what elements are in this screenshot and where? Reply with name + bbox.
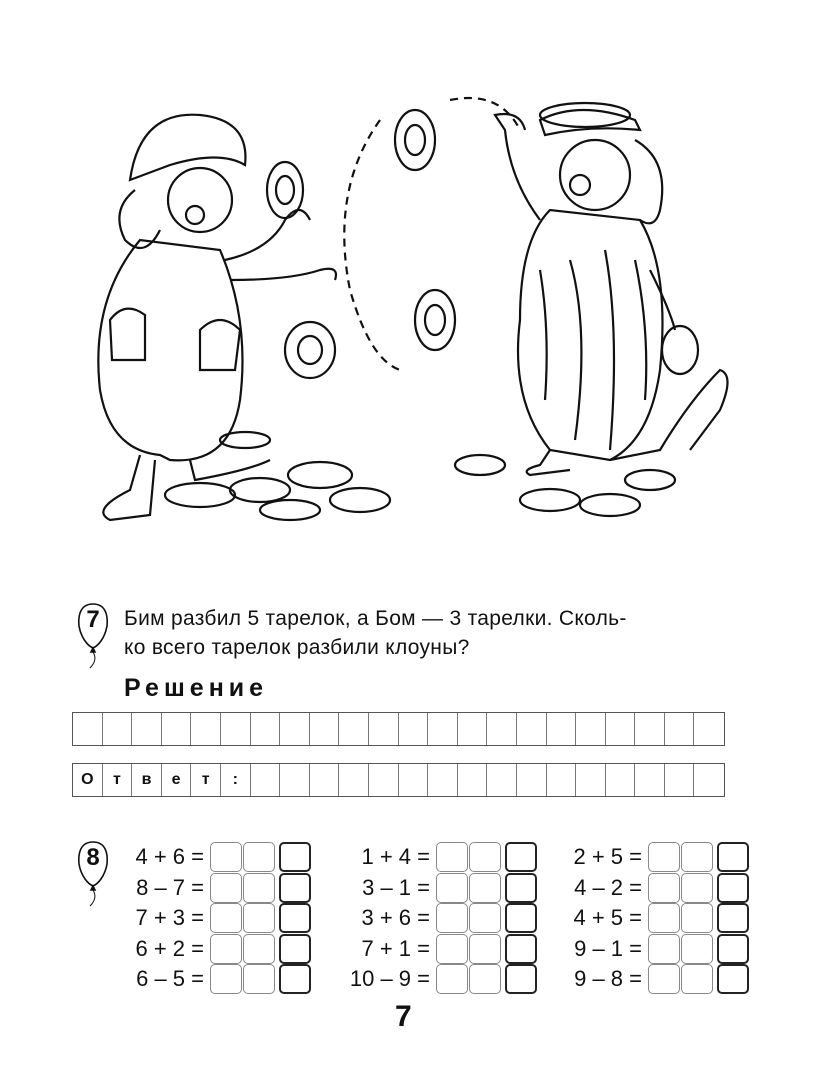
example-row	[330, 842, 538, 873]
grid-cell[interactable]	[458, 764, 488, 796]
answer-box-result[interactable]	[505, 934, 537, 964]
broken-plates	[165, 432, 675, 520]
grid-cell[interactable]	[399, 713, 429, 745]
answer-box-ones[interactable]	[469, 842, 501, 872]
answer-box-tens[interactable]	[210, 934, 242, 964]
grid-cell[interactable]	[635, 764, 665, 796]
example-row	[550, 964, 750, 995]
answer-box-tens[interactable]	[648, 903, 680, 933]
answer-box-result[interactable]	[279, 903, 311, 933]
example-row	[112, 842, 312, 873]
answer-box-tens[interactable]	[436, 903, 468, 933]
answer-box-tens[interactable]	[648, 842, 680, 872]
examples-column-3	[550, 842, 750, 995]
example-row	[550, 873, 750, 904]
example-expression: 9 – 1 =	[574, 935, 642, 961]
answer-box-ones[interactable]	[243, 873, 275, 903]
answer-box-tens[interactable]	[648, 964, 680, 994]
grid-cell[interactable]	[280, 764, 310, 796]
grid-cell[interactable]	[310, 764, 340, 796]
example-expression: 3 + 6 =	[361, 905, 430, 931]
answer-box-ones[interactable]	[243, 934, 275, 964]
grid-cell[interactable]	[132, 713, 162, 745]
answer-box-result[interactable]	[717, 873, 749, 903]
answer-box-result[interactable]	[279, 964, 311, 994]
flying-plates	[267, 98, 520, 378]
grid-cell[interactable]	[399, 764, 429, 796]
example-row	[112, 934, 312, 965]
answer-label-letter: в	[132, 764, 162, 796]
example-expression: 7 + 3 =	[135, 905, 204, 931]
example-expression: 6 – 5 =	[136, 966, 204, 992]
grid-cell[interactable]	[547, 713, 577, 745]
grid-cell[interactable]	[221, 713, 251, 745]
grid-cell[interactable]	[517, 713, 547, 745]
example-row	[330, 934, 538, 965]
grid-cell[interactable]	[369, 713, 399, 745]
example-row	[112, 903, 312, 934]
grid-cell[interactable]	[665, 713, 695, 745]
grid-cell[interactable]	[665, 764, 695, 796]
examples-column-2	[330, 842, 538, 995]
grid-cell[interactable]	[103, 713, 133, 745]
example-expression: 4 + 5 =	[573, 905, 642, 931]
examples-column-1	[112, 842, 312, 995]
answer-box-ones[interactable]	[681, 934, 713, 964]
grid-cell[interactable]	[606, 764, 636, 796]
task-number: 8	[86, 844, 100, 871]
answer-box-ones[interactable]	[469, 934, 501, 964]
answer-label-letter: т	[103, 764, 133, 796]
task-8-number-balloon	[76, 840, 110, 884]
answer-box-tens[interactable]	[210, 842, 242, 872]
example-row	[112, 964, 312, 995]
answer-box-result[interactable]	[717, 903, 749, 933]
answer-box-ones[interactable]	[469, 903, 501, 933]
answer-box-ones[interactable]	[681, 964, 713, 994]
answer-box-tens[interactable]	[210, 964, 242, 994]
grid-cell[interactable]	[251, 713, 281, 745]
grid-cell[interactable]	[310, 713, 340, 745]
answer-box-result[interactable]	[717, 964, 749, 994]
grid-cell[interactable]	[487, 713, 517, 745]
grid-cell[interactable]	[428, 764, 458, 796]
answer-box-ones[interactable]	[243, 903, 275, 933]
example-expression: 1 + 4 =	[361, 844, 430, 870]
task-7-text	[124, 604, 764, 662]
answer-label-letter: т	[191, 764, 221, 796]
example-row	[550, 903, 750, 934]
grid-cell[interactable]	[339, 713, 369, 745]
example-expression: 9 – 8 =	[574, 966, 642, 992]
answer-box-ones[interactable]	[681, 842, 713, 872]
solution-grid[interactable]	[72, 712, 725, 746]
page-number: 7	[395, 1000, 412, 1033]
answer-box-tens[interactable]	[648, 873, 680, 903]
grid-cell[interactable]	[428, 713, 458, 745]
answer-box-result[interactable]	[717, 842, 749, 872]
answer-box-tens[interactable]	[648, 934, 680, 964]
grid-cell[interactable]	[487, 764, 517, 796]
answer-label-letter: :	[221, 764, 251, 796]
grid-cell[interactable]	[458, 713, 488, 745]
answer-box-result[interactable]	[505, 964, 537, 994]
example-expression: 4 – 2 =	[574, 874, 642, 900]
answer-label-letter: О	[73, 764, 103, 796]
answer-box-result[interactable]	[279, 873, 311, 903]
grid-cell[interactable]	[635, 713, 665, 745]
answer-box-ones[interactable]	[681, 873, 713, 903]
example-row	[330, 873, 538, 904]
answer-box-result[interactable]	[717, 934, 749, 964]
task-7-text-line1: Бим разбил 5 тарелок, а Бом — 3 тарелки. Сколь-	[124, 607, 627, 630]
example-expression: 8 – 7 =	[136, 874, 204, 900]
example-row	[550, 842, 750, 873]
example-expression: 6 + 2 =	[135, 935, 204, 961]
grid-cell[interactable]	[694, 713, 724, 745]
example-row	[112, 873, 312, 904]
example-expression: 4 + 6 =	[135, 844, 204, 870]
clowns-juggling-plates-illustration	[50, 70, 770, 540]
grid-cell[interactable]	[339, 764, 369, 796]
answer-box-result[interactable]	[505, 842, 537, 872]
task-7-number-balloon	[76, 602, 110, 646]
grid-cell[interactable]	[280, 713, 310, 745]
grid-cell[interactable]	[606, 713, 636, 745]
grid-cell[interactable]	[369, 764, 399, 796]
task-number: 7	[86, 606, 100, 633]
answer-box-tens[interactable]	[436, 842, 468, 872]
answer-box-tens[interactable]	[436, 873, 468, 903]
answer-box-result[interactable]	[505, 873, 537, 903]
answer-box-ones[interactable]	[681, 903, 713, 933]
grid-cell[interactable]	[576, 764, 606, 796]
grid-cell[interactable]	[547, 764, 577, 796]
task-7-text-line2: ко всего тарелок разбили клоуны?	[124, 636, 470, 659]
example-expression: 2 + 5 =	[573, 844, 642, 870]
answer-box-ones[interactable]	[243, 842, 275, 872]
example-row	[330, 903, 538, 934]
answer-box-result[interactable]	[505, 903, 537, 933]
answer-box-tens[interactable]	[436, 934, 468, 964]
answer-box-tens[interactable]	[210, 903, 242, 933]
solution-heading: Решение	[124, 674, 269, 702]
answer-box-ones[interactable]	[469, 873, 501, 903]
grid-cell[interactable]	[694, 764, 724, 796]
example-expression: 3 – 1 =	[362, 874, 430, 900]
answer-box-result[interactable]	[279, 842, 311, 872]
grid-cell[interactable]	[73, 713, 103, 745]
answer-label-letter: е	[162, 764, 192, 796]
answer-grid[interactable]	[72, 763, 725, 797]
grid-cell[interactable]	[251, 764, 281, 796]
grid-cell[interactable]	[517, 764, 547, 796]
example-expression: 7 + 1 =	[361, 935, 430, 961]
example-row	[330, 964, 538, 995]
answer-box-tens[interactable]	[210, 873, 242, 903]
grid-cell[interactable]	[191, 713, 221, 745]
answer-box-ones[interactable]	[469, 964, 501, 994]
grid-cell[interactable]	[576, 713, 606, 745]
answer-box-ones[interactable]	[243, 964, 275, 994]
example-expression: 10 – 9 =	[349, 966, 430, 992]
answer-box-tens[interactable]	[436, 964, 468, 994]
answer-box-result[interactable]	[279, 934, 311, 964]
example-row	[550, 934, 750, 965]
grid-cell[interactable]	[162, 713, 192, 745]
clown-bom	[495, 103, 728, 475]
